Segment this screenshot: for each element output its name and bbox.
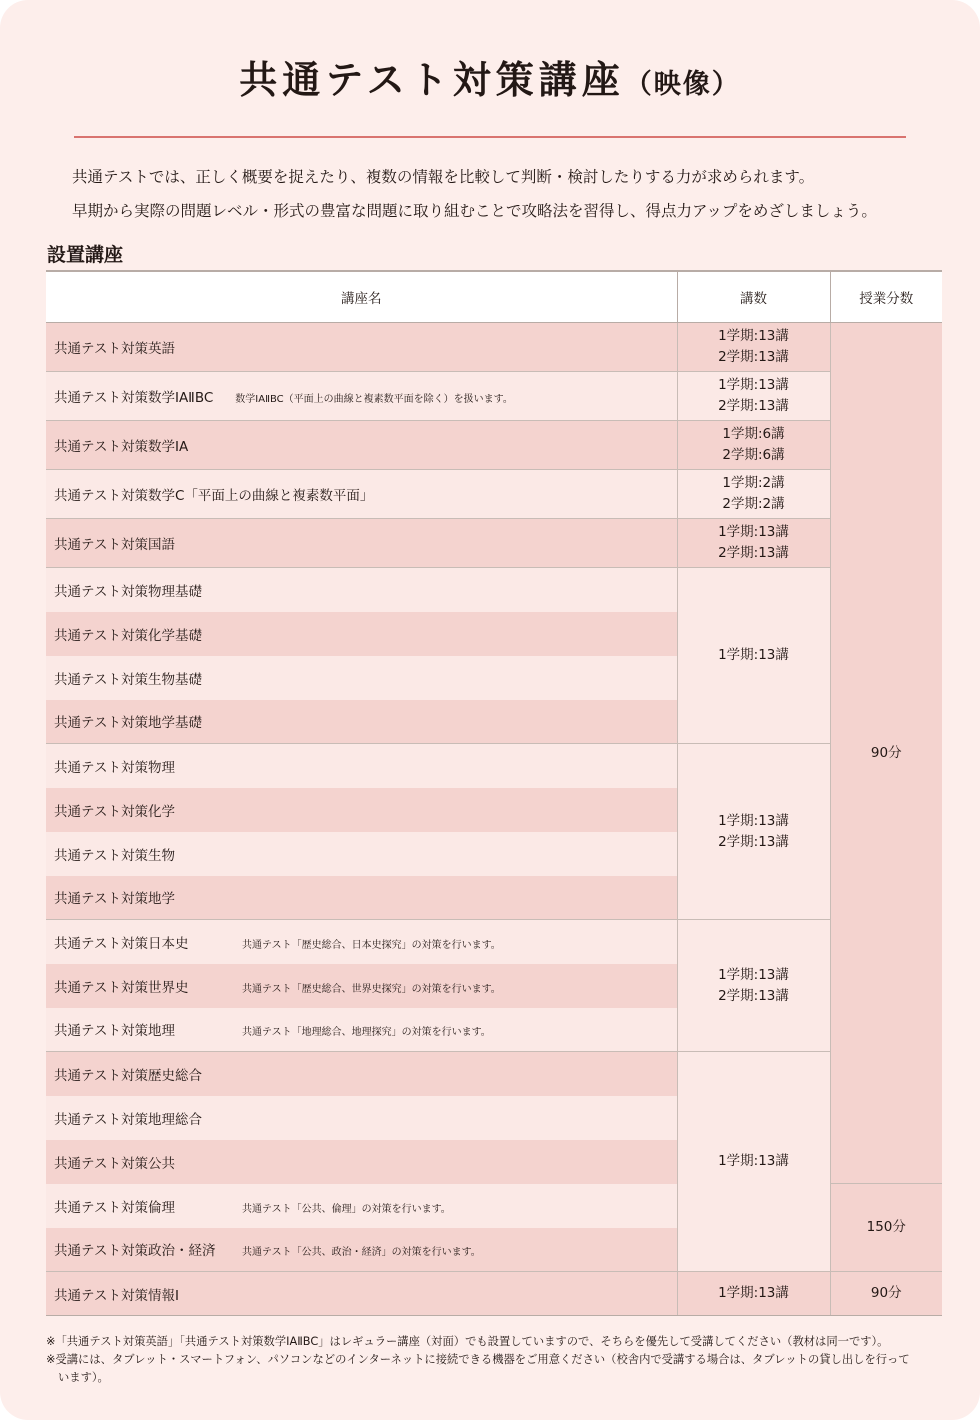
course-name: 共通テスト対策日本史 — [54, 935, 189, 952]
course-name: 共通テスト対策国語 — [54, 537, 175, 553]
footnote-2: ※受講には、タブレット・スマートフォン、パソコンなどのインターネットに接続できる機器をご用意ください（校舎内で受講する場合は、タブレットの貸し出しを行って — [46, 1353, 910, 1366]
course-name-cell — [46, 612, 677, 656]
header-lecture-count: 講数 — [677, 271, 830, 323]
count-line-2: 2学期:6講 — [722, 447, 785, 463]
course-name-cell — [46, 421, 677, 470]
count-line-2: 2学期:13講 — [718, 398, 789, 414]
course-name: 共通テスト対策化学基礎 — [54, 627, 202, 644]
count-line-1: 1学期:6講 — [722, 426, 785, 442]
minutes-cell: 90分 — [830, 1272, 942, 1316]
course-name: 共通テスト対策地理 — [54, 1023, 175, 1040]
course-name-cell — [46, 744, 677, 788]
course-name: 共通テスト対策政治・経済 — [54, 1243, 216, 1260]
count-line-2: 2学期:2講 — [722, 496, 785, 512]
count-line-2: 2学期:13講 — [718, 545, 789, 561]
course-name: 共通テスト対策世界史 — [54, 979, 189, 996]
count-line-1: 1学期:13講 — [718, 377, 789, 393]
count-line-1: 1学期:2講 — [722, 475, 785, 491]
lecture-count-cell — [677, 421, 830, 470]
course-name: 共通テスト対策地理総合 — [54, 1111, 202, 1128]
lecture-count-cell — [677, 744, 830, 920]
course-name-cell — [46, 876, 677, 920]
table-row — [46, 1052, 942, 1096]
course-name: 共通テスト対策英語 — [54, 341, 175, 357]
table-row — [46, 519, 942, 568]
lecture-count-cell — [677, 920, 830, 1052]
section-heading: 設置講座 — [47, 244, 124, 266]
page-title-main: 共通テスト対策講座 — [239, 58, 625, 102]
count-line-1: 1学期:13講 — [718, 812, 789, 829]
title-divider — [74, 136, 906, 138]
table-row — [46, 470, 942, 519]
course-name-cell — [46, 964, 677, 1008]
course-name: 共通テスト対策数学ⅠAⅡBC — [54, 390, 214, 406]
lecture-count-cell — [677, 519, 830, 568]
lecture-count-cell — [677, 372, 830, 421]
header-minutes: 授業分数 — [830, 271, 942, 323]
course-name: 共通テスト対策化学 — [54, 803, 175, 820]
course-name-cell — [46, 832, 677, 876]
count-line-1: 1学期:13講 — [718, 1153, 789, 1169]
course-table — [46, 270, 942, 1316]
count-line-2: 2学期:13講 — [718, 987, 789, 1004]
table-row — [46, 920, 942, 964]
lecture-count-cell — [677, 1052, 830, 1272]
course-name-cell — [46, 1096, 677, 1140]
course-name: 共通テスト対策倫理 — [54, 1199, 175, 1216]
footnote-2-continued: います）。 — [58, 1371, 109, 1384]
count-line-2: 2学期:13講 — [718, 833, 789, 850]
course-name-cell — [46, 470, 677, 519]
course-name-cell — [46, 1184, 677, 1228]
table-row — [46, 1272, 942, 1316]
course-note: 共通テスト「歴史総合、日本史探究」の対策を行います。 — [242, 939, 501, 951]
lecture-count-cell — [677, 568, 830, 744]
intro-line-1: 共通テストでは、正しく概要を捉えたり、複数の情報を比較して判断・検討したりする力が求められます。 — [72, 168, 815, 186]
course-name: 共通テスト対策地学 — [54, 891, 175, 908]
count-line-2: 2学期:13講 — [718, 349, 789, 365]
lecture-count-cell — [677, 470, 830, 519]
course-name-cell — [46, 700, 677, 744]
minutes-cell: 90分 — [830, 323, 942, 1184]
course-note: 共通テスト「公共、倫理」の対策を行います。 — [242, 1203, 451, 1215]
course-name-cell — [46, 323, 677, 372]
course-name: 共通テスト対策生物 — [54, 847, 175, 864]
lecture-count-cell — [677, 323, 830, 372]
course-name-cell — [46, 1008, 677, 1052]
course-name: 共通テスト対策歴史総合 — [54, 1067, 202, 1084]
count-line-1: 1学期:13講 — [718, 524, 789, 540]
minutes-cell: 150分 — [830, 1184, 942, 1272]
course-name: 共通テスト対策公共 — [54, 1155, 175, 1172]
page-title-sub: （映像） — [624, 69, 741, 100]
course-name: 共通テスト対策地学基礎 — [54, 715, 202, 732]
course-name: 共通テスト対策生物基礎 — [54, 671, 202, 688]
count-line-1: 1学期:13講 — [718, 1285, 789, 1301]
course-name: 共通テスト対策物理 — [54, 759, 175, 776]
count-line-1: 1学期:13講 — [718, 328, 789, 344]
course-name-cell — [46, 372, 677, 421]
intro-line-2: 早期から実際の問題レベル・形式の豊富な問題に取り組むことで攻略法を習得し、得点力アップをめざしましょう。 — [72, 202, 877, 220]
footnote-1: ※「共通テスト対策英語」「共通テスト対策数学ⅠAⅡBC」はレギュラー講座（対面）でも設置していますので、そちらを優先して受講してください（教材は同一です）。 — [46, 1335, 889, 1348]
course-note: 共通テスト「歴史総合、世界史探究」の対策を行います。 — [242, 983, 501, 995]
footnotes — [46, 1333, 946, 1387]
course-name-cell — [46, 1272, 677, 1316]
table-row — [46, 372, 942, 421]
course-name-cell — [46, 920, 677, 964]
table-row — [46, 744, 942, 788]
course-note: 共通テスト「公共、政治・経済」の対策を行います。 — [242, 1247, 481, 1259]
table-row — [46, 568, 942, 612]
course-name-cell — [46, 519, 677, 568]
course-name: 共通テスト対策物理基礎 — [54, 583, 202, 600]
count-line-1: 1学期:13講 — [718, 647, 789, 663]
page-title — [0, 52, 980, 113]
intro-text — [72, 160, 952, 228]
course-name-cell — [46, 788, 677, 832]
table-header-row — [46, 271, 942, 323]
course-name: 共通テスト対策数学C「平面上の曲線と複素数平面」 — [54, 488, 374, 504]
course-name-cell — [46, 656, 677, 700]
header-course-name: 講座名 — [46, 271, 677, 323]
table-row — [46, 421, 942, 470]
course-note: 数学ⅠAⅡBC（平面上の曲線と複素数平面を除く）を扱います。 — [235, 394, 513, 405]
lecture-count-cell — [677, 1272, 830, 1316]
course-name-cell — [46, 1140, 677, 1184]
table-row — [46, 323, 942, 372]
course-name-cell — [46, 1228, 677, 1272]
count-line-1: 1学期:13講 — [718, 966, 789, 983]
course-name: 共通テスト対策数学ⅠA — [54, 439, 189, 455]
course-name: 共通テスト対策情報Ⅰ — [54, 1287, 179, 1304]
course-name-cell — [46, 1052, 677, 1096]
course-name-cell — [46, 568, 677, 612]
course-note: 共通テスト「地理総合、地理探究」の対策を行います。 — [242, 1027, 491, 1039]
